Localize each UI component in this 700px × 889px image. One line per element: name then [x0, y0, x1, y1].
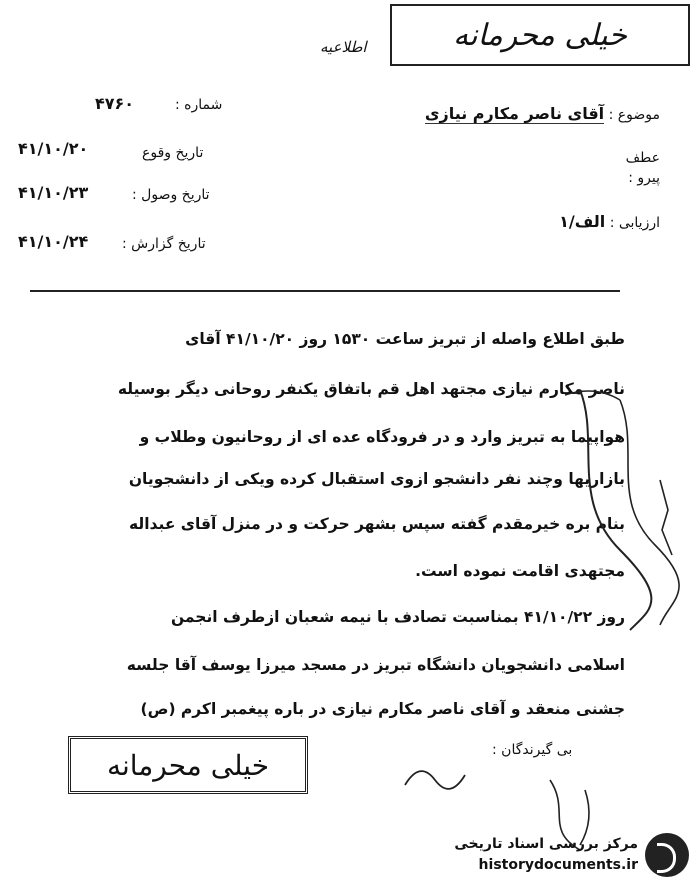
evaluation-field [559, 212, 660, 231]
subject-value: آقای ناصر مکارم نیازی [424, 104, 605, 123]
body-line-2: ناصر مکارم نیازی مجتهد اهل قم باتفاق یکنفر روحانی دیگر بوسیله [117, 380, 625, 398]
body-line-3: هواپیما به تبریز وارد و در فرودگاه عده ای از روحانیون وطلاب و [139, 428, 625, 446]
header-divider [30, 290, 620, 292]
bottom-classification-stamp: خیلی محرمانه [68, 736, 308, 794]
event-date-value: ۴۱/۱۰/۲۰ [18, 139, 89, 158]
report-date-value: ۴۱/۱۰/۲۴ [18, 232, 89, 251]
body-line-6: مجتهدی اقامت نموده است. [415, 562, 625, 580]
recipients-label: بی گیرندگان : [492, 742, 573, 758]
body-line-7: روز ۴۱/۱۰/۲۲ بمناسبت تصادف با نیمه شعبان ازطرف انجمن [170, 608, 625, 626]
body-line-5: بنام بره خیرمقدم گفته سپس بشهر حرکت و در منزل آقای عبداله [129, 515, 625, 533]
evaluation-value: الف/۱ [559, 212, 606, 231]
report-date-label: تاریخ گزارش : [122, 236, 206, 252]
watermark-url: historydocuments.ir [478, 857, 638, 873]
handwritten-initials [400, 755, 480, 795]
watermark-title: مرکز بررسی اسناد تاریخی [454, 836, 638, 852]
number-value: ۴۷۶۰ [95, 94, 135, 113]
body-line-8: اسلامی دانشجویان دانشگاه تبریز در مسجد میرزا یوسف آقا جلسه [126, 656, 625, 674]
body-line-1: طبق اطلاع واصله از تبریز ساعت ۱۵۳۰ روز ۴۱/۱۰/۲۰ آقای [185, 330, 625, 348]
subject-label: موضوع : [608, 107, 660, 123]
event-date-label: تاریخ وقوع [142, 145, 204, 161]
top-classification-stamp: خیلی محرمانه [390, 4, 690, 66]
body-line-9: جشنی منعقد و آقای ناصر مکارم نیازی در باره پیغمبر اکرم (ص) [140, 700, 625, 718]
followup-label: پیرو : [628, 170, 660, 186]
notice-label: اطلاعیه [320, 38, 367, 56]
handwritten-margin-note [560, 380, 700, 640]
receipt-date-value: ۴۱/۱۰/۲۳ [18, 183, 89, 202]
archive-logo-icon [645, 833, 689, 877]
subject-field [425, 104, 660, 123]
number-label: شماره : [175, 97, 223, 113]
evaluation-label: ارزیابی : [609, 215, 660, 231]
ref-label: عطف [625, 150, 660, 166]
body-line-4: بازاریها وچند نفر دانشجو ازوی استقبال کرده ویکی از دانشجویان [128, 470, 625, 488]
receipt-date-label: تاریخ وصول : [132, 187, 210, 203]
